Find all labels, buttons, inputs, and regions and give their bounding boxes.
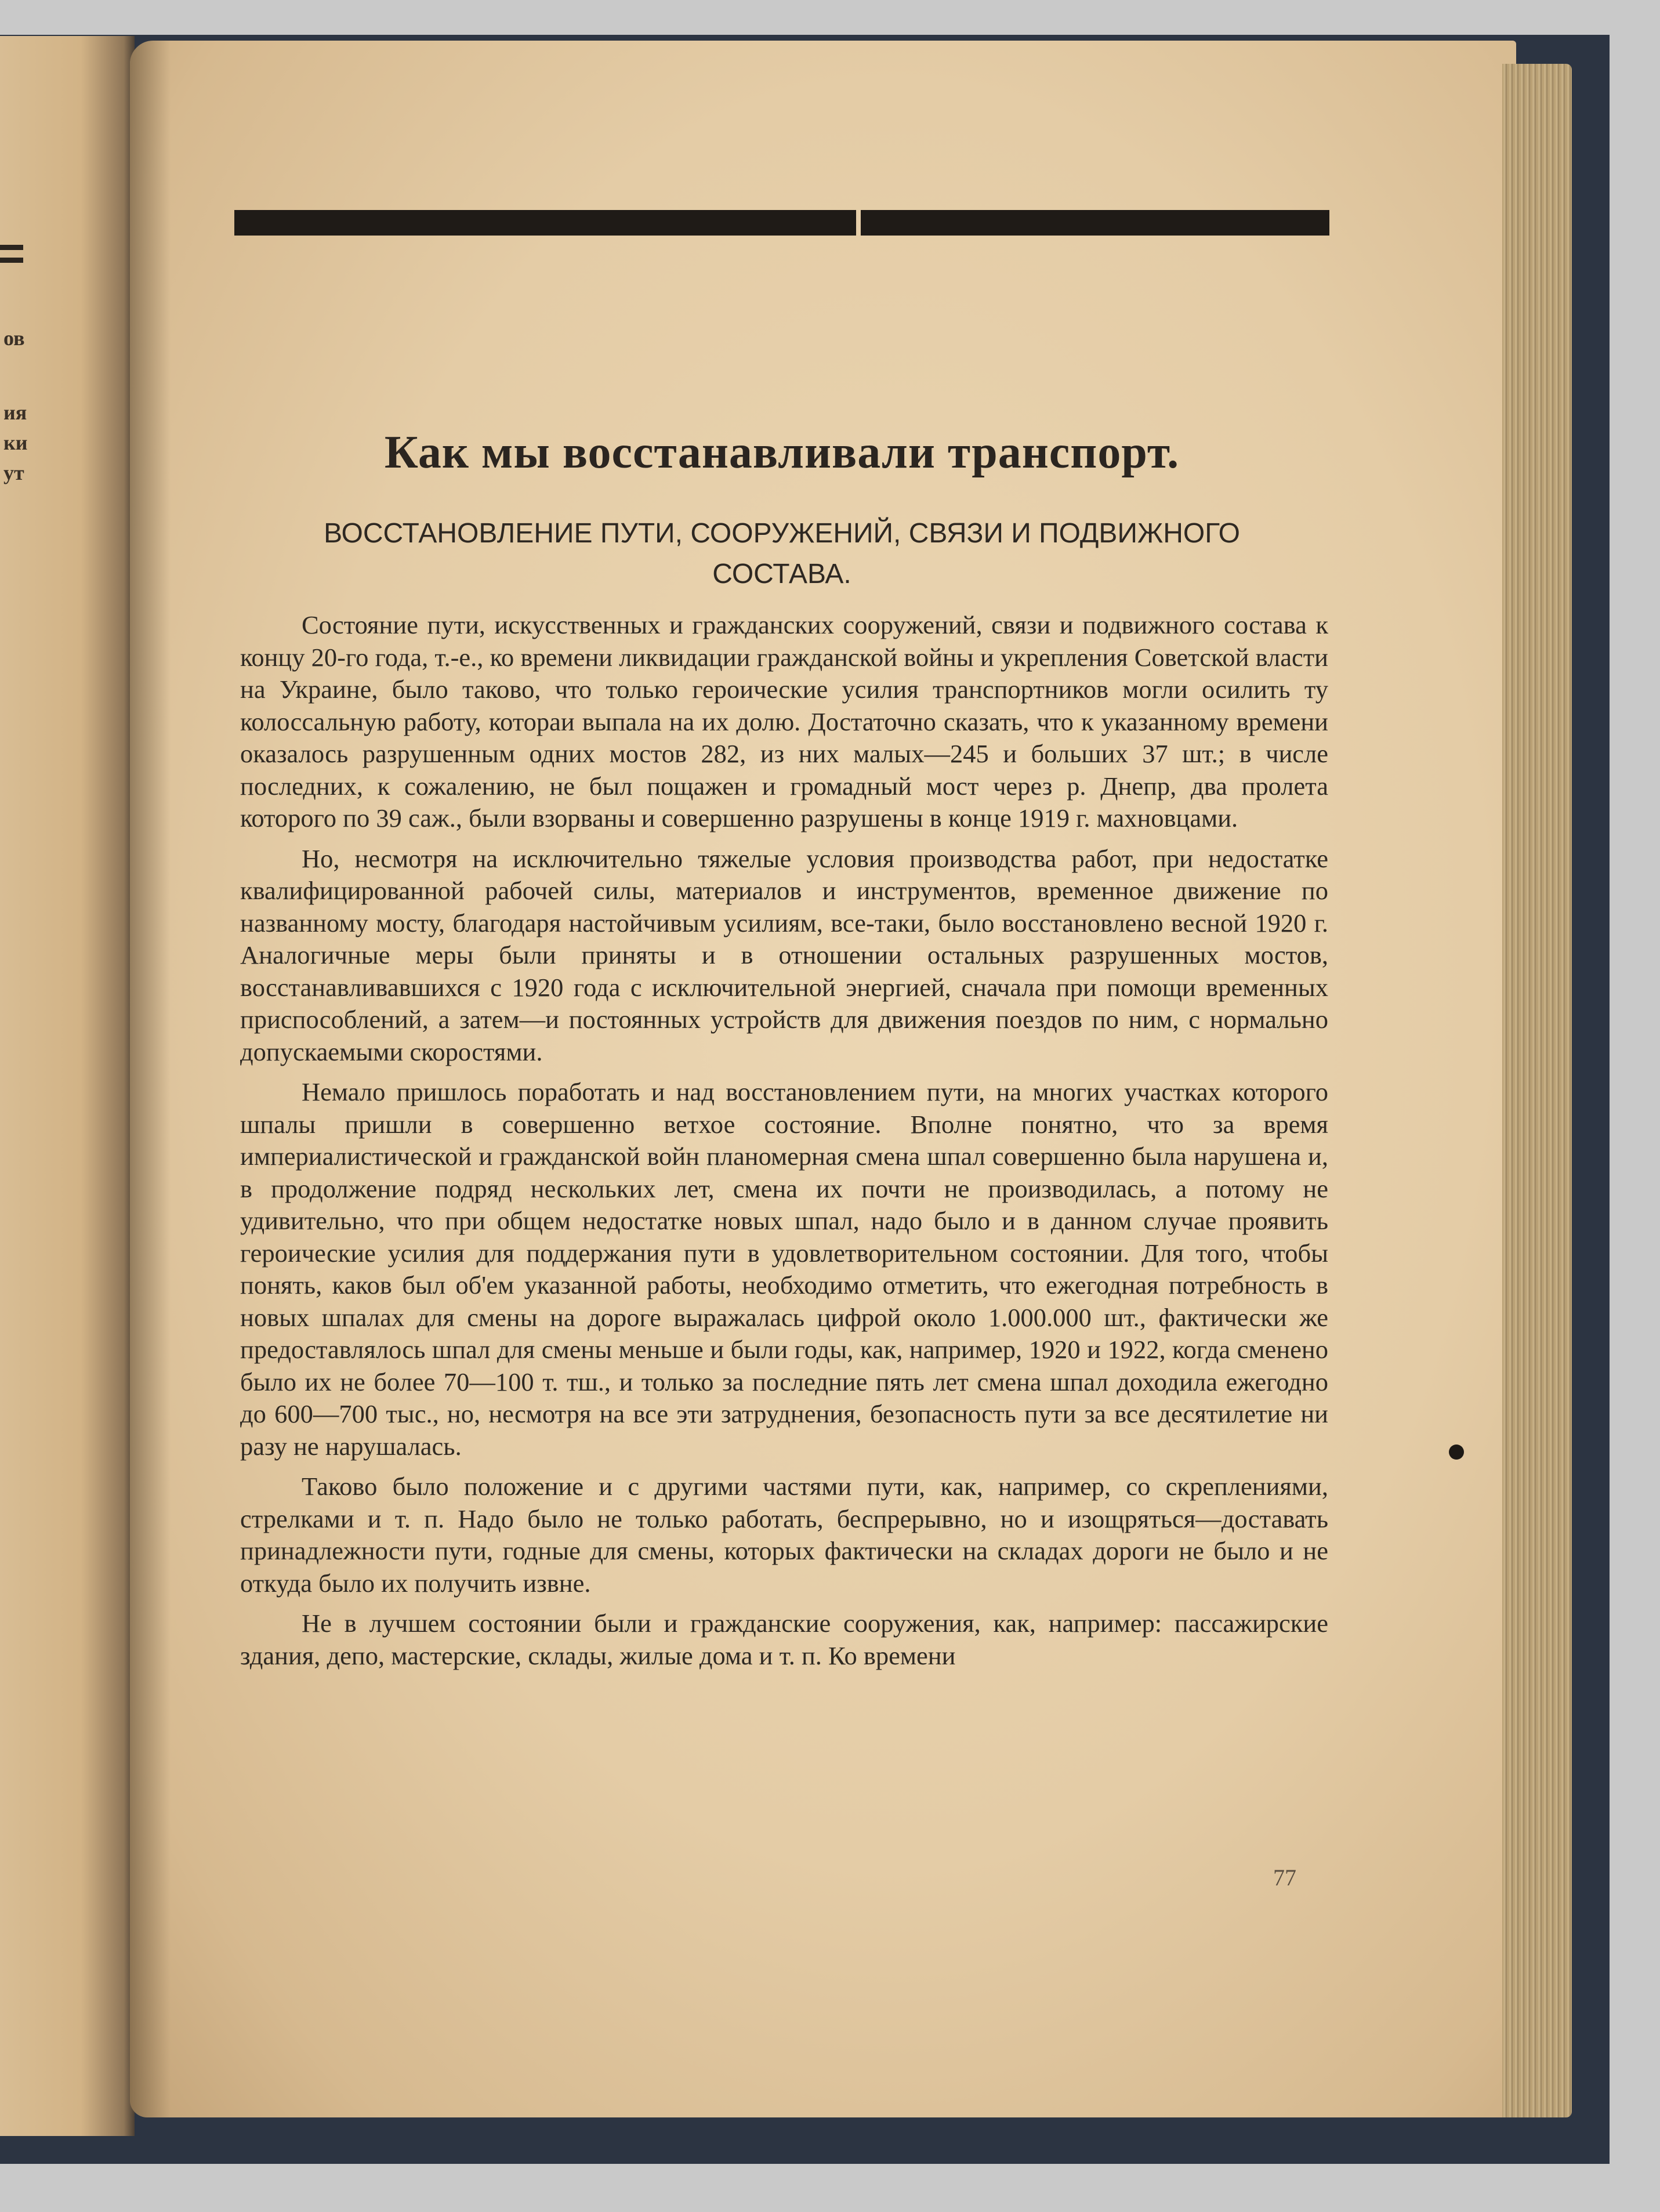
left-page-fragment: ов — [3, 327, 25, 350]
paragraph: Но, несмотря на исключительно тяжелые условия производства работ, при недостатке квалифицированной рабочей силы, материалов и инструментов, временное движение по названному мосту, благодаря настойчивым усилиям, все-таки, было восстановлено весной 1920 г. Аналогичные меры были приняты и в отношении остальных разрушенных мостов, восстанавливавшихся с 1920 года с исключительной энергией, сначала при помощи временных приспособлений, а затем—и постоянных устройств для движения поездов по ним, с нормально допускаемыми скоростями. — [240, 843, 1328, 1066]
page-number: 77 — [1273, 1865, 1296, 1891]
paragraph: Таково было положение и с другими частями пути, как, например, со скреплениями, стрелками и т. п. Надо было не только работать, беспрерывно, но и изощряться—доставать принадлежности пути, годные для смены, которых фактически на складах дороги не было и не откуда было их получить извне. — [240, 1472, 1328, 1598]
article-subtitle — [234, 513, 1329, 595]
page-gutter-shadow — [130, 41, 171, 2117]
left-page-rule — [0, 258, 23, 263]
left-page-fragment: ки — [3, 431, 28, 454]
header-rule-right — [861, 210, 1329, 236]
left-facing-page — [0, 36, 135, 2136]
paragraph: Состояние пути, искусственных и гражданских сооружений, связи и подвижного состава к концу 20-го года, т.-е., ко времени ликвидации гражданской войны и укрепления Советской власти на Украине, было таково, что только героические усилия транспортников могли осилить ту колоссальную работу, котораи выпала на их долю. Достаточно сказать, что к указанному времени оказалось разрушенным одних мостов 282, из них малых—245 и больших 37 шт.; в числе последних, к сожалению, не был пощажен и громадный мост через р. Днепр, два пролета которого по 39 саж., были взорваны и совершенно разрушены в конце 1919 г. махновцами. — [240, 610, 1328, 832]
left-page-rule — [0, 245, 23, 250]
article-title: Как мы восстанавливали транспорт. — [384, 427, 1180, 478]
ink-spot — [1449, 1445, 1464, 1460]
header-rule-left — [234, 210, 856, 236]
paragraph: Немало пришлось поработать и над восстановлением пути, на многих участках которого шпалы пришли в совершенно ветхое состояние. Вполне понятно, что за время империалистической и гражданской войн планомерная смена шпал совершенно была нарушена и, в продолжение подряд нескольких лет, смена их почти не производилась, а потому не удивительно, что при общем недостатке новых шпал, надо было и в данном случае проявить героические усилия для поддержания пути в удовлетворительном состоянии. Для того, чтобы понять, каков был об'ем указанной работы, необходимо отметить, что ежегодная потребность в новых шпалах для смены на дороге выражалась цифрой около 1.000.000 шт., фактически же предоставлялось шпал для смены меньше и были годы, как, например, 1920 и 1922, когда сменено было их не более 70—100 т. тш., и только за последние пять лет смена шпал доходила ежегодно до 600—700 тыс., но, несмотря на все эти затруднения, безопасность пути за все десятилетие ни разу не нарушалась. — [240, 1077, 1328, 1461]
subtitle-line: СОСТАВА. — [712, 559, 851, 589]
left-page-fragment: ия — [3, 401, 27, 424]
page-edges — [1502, 64, 1572, 2117]
article-body — [240, 609, 1328, 1680]
subtitle-line: ВОССТАНОВЛЕНИЕ ПУТИ, СООРУЖЕНИЙ, СВЯЗИ И ПОДВИЖНОГО — [324, 518, 1240, 549]
paragraph: Не в лучшем состоянии были и гражданские сооружения, как, например: пассажирские здания, депо, мастерские, склады, жилые дома и т. п. Ко времени — [240, 1609, 1328, 1670]
left-page-fragment: ут — [3, 461, 24, 484]
